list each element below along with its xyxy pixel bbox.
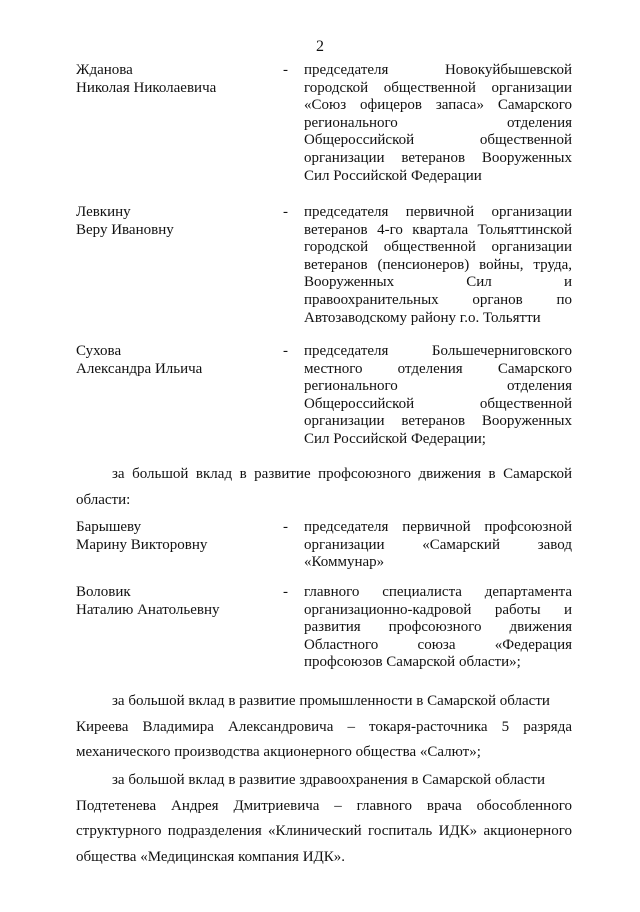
awardee-name <box>76 204 276 239</box>
awardee-given-names: Марину Викторовну <box>76 536 208 553</box>
awardee-name <box>76 343 276 378</box>
awardee-surname: Сухова <box>76 343 122 359</box>
section-industry <box>76 689 572 766</box>
entry-dash: - <box>283 343 288 359</box>
awardee-surname: Барышеву <box>76 519 142 535</box>
awardee-surname: Жданова <box>76 62 133 78</box>
awardee-surname: Левкину <box>76 204 131 220</box>
entry-dash: - <box>283 62 288 78</box>
awardee-given-names: Веру Ивановну <box>76 221 174 238</box>
awardee-given-names: Николая Николаевича <box>76 79 217 96</box>
awardee-name <box>76 519 276 554</box>
section-text: Подтетенева Андрея Дмитриевича – главного врача обособленного структурного подразделения «Клинический госпиталь ИДК» акционерного общества «Медицинская компания ИДК». <box>76 797 572 865</box>
awardee-description: председателя первичной профсоюзной организации «Самарский завод «Коммунар» <box>304 519 572 571</box>
awardee-description: главного специалиста департамента организационно-кадровой работы и развития профсоюзного движения Областного союза «Федерация профсоюзов Самарской области»; <box>304 584 572 671</box>
section-heading: за большой вклад в развитие здравоохранения в Самарской области <box>112 772 546 788</box>
section-heading: за большой вклад в развитие профсоюзного движения в Самарской области: <box>76 466 572 508</box>
page-number: 2 <box>316 38 324 55</box>
entry-dash: - <box>283 519 288 535</box>
awardee-surname: Воловик <box>76 584 131 600</box>
entry-dash: - <box>283 584 288 600</box>
awardee-name <box>76 584 276 619</box>
section-heading: за большой вклад в развитие промышленности в Самарской области <box>112 693 550 709</box>
awardee-description: председателя Новокуйбышевской городской общественной организации «Союз офицеров запаса» Самарского регионального отделения Общероссийской общественной организации ветеранов Вооруженных Сил Российской Федерации <box>304 62 572 184</box>
awardee-given-names: Наталию Анатольевну <box>76 601 220 618</box>
awardee-name <box>76 62 276 97</box>
awardee-description: председателя Большечерниговского местного отделения Самарского регионального отделения Общероссийской общественной организации ветеранов Вооруженных Сил Российской Федерации; <box>304 343 572 447</box>
awardee-given-names: Александра Ильича <box>76 360 203 377</box>
section-trade-union <box>76 461 572 513</box>
awardee-description: председателя первичной организации ветеранов 4-го квартала Тольяттинской городской общественной организации ветеранов (пенсионеров) войны, труда, Вооруженных Сил и правоохранительных органов по Автозаводскому району г.о. Тольятти <box>304 204 572 326</box>
section-text: Киреева Владимира Александровича – токаря-расточника 5 разряда механического производства акционерного общества «Салют»; <box>76 718 572 760</box>
section-health <box>76 768 572 870</box>
entry-dash: - <box>283 204 288 220</box>
